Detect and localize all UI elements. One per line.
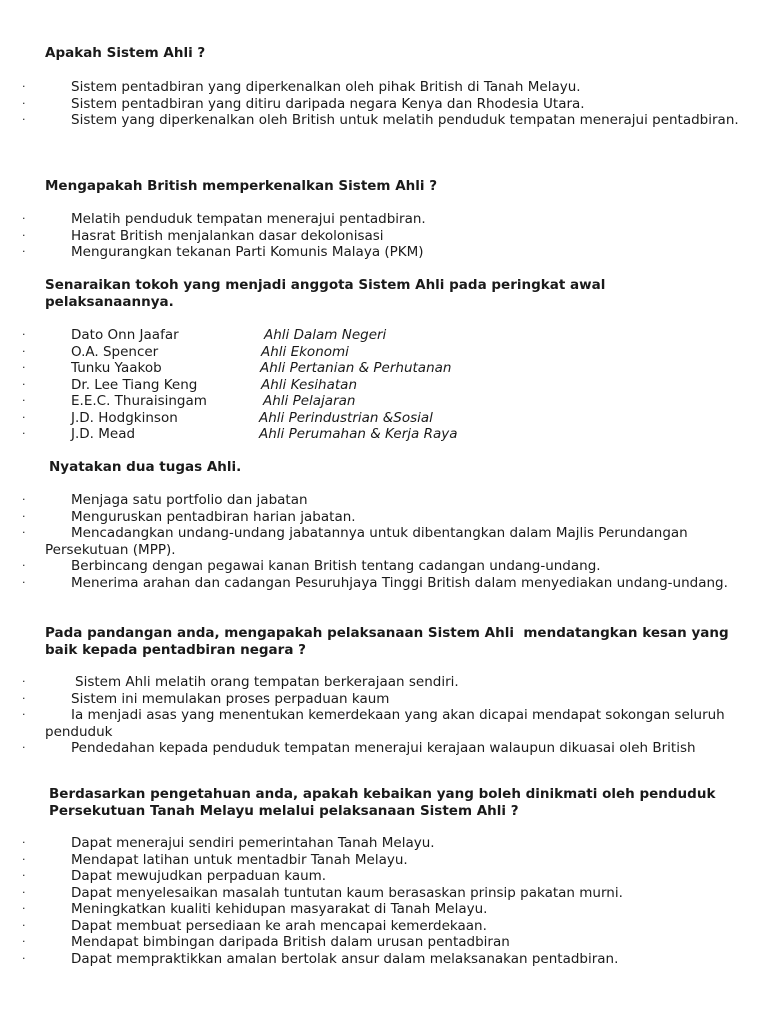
list-item (0, 558, 740, 575)
list-item-text: Sistem pentadbiran yang diperkenalkan oleh pihak British di Tanah Melayu. (71, 79, 581, 95)
list-item (0, 211, 740, 228)
list-item (0, 575, 740, 592)
list-item-text: Berbincang dengan pegawai kanan British tentang cadangan undang-undang. (71, 558, 601, 574)
member-role: Ahli Perindustrian &Sosial (259, 409, 433, 426)
member-name: J.D. Hodgkinson (71, 409, 178, 426)
list-item-text: Sistem Ahli melatih orang tempatan berkerajaan sendiri. (75, 674, 459, 690)
bullet-icon: · (22, 526, 26, 539)
list-item (0, 885, 740, 902)
bullet-icon: · (22, 212, 26, 225)
list-item (0, 674, 740, 691)
bullet-icon: · (22, 493, 26, 506)
bullet-icon: · (22, 113, 26, 126)
bullet-icon: · (22, 344, 26, 358)
list-item-text: Dapat mewujudkan perpaduan kaum. (71, 868, 327, 884)
list-item (0, 244, 740, 261)
bullet-icon: · (22, 228, 26, 242)
bullet-icon: · (22, 509, 26, 523)
list-item-text: Ia menjadi asas yang menentukan kemerdekaan yang akan dicapai mendapat sokongan seluruh penduduk (45, 707, 730, 740)
member-name: E.E.C. Thuraisingam (71, 393, 207, 409)
list-item-text: Sistem yang diperkenalkan oleh British untuk melatih penduduk tempatan menerajui pentadbiran. (71, 112, 739, 128)
member-role: Ahli Ekonomi (261, 343, 349, 360)
bullet-icon: · (22, 935, 26, 948)
list-item (0, 707, 740, 740)
section-heading-kebaikan: Berdasarkan pengetahuan anda, apakah kebaikan yang boleh dinikmati oleh penduduk Persekutuan Tanah Melayu melalui pelaksanaan Sistem Ahli ? (49, 786, 721, 819)
list-item-text: Dapat menyelesaikan masalah tuntutan kaum berasaskan prinsip pakatan murni. (71, 884, 623, 901)
section-heading-apakah-sistem-ahli: Apakah Sistem Ahli ? (45, 45, 206, 61)
section-heading-mengapakah-british: Mengapakah British memperkenalkan Sistem Ahli ? (45, 178, 438, 194)
list-item (0, 918, 740, 935)
list-item-text: Dapat menerajui sendiri pemerintahan Tanah Melayu. (71, 835, 435, 851)
list-item (0, 112, 740, 129)
list-item (0, 79, 740, 96)
bullet-icon: · (22, 361, 26, 374)
section-heading-tugas-ahli: Nyatakan dua tugas Ahli. (49, 459, 242, 475)
member-name: Dr. Lee Tiang Keng (71, 376, 198, 393)
list-item-text: Dapat membuat persediaan ke arah mencapai kemerdekaan. (71, 917, 487, 934)
bullet-icon: · (22, 675, 26, 688)
bullet-icon: · (22, 836, 26, 849)
list-item (0, 835, 740, 852)
bullet-icon: · (22, 80, 26, 93)
bullet-icon: · (22, 427, 26, 440)
list-item-text: Mendapat bimbingan daripada British dalam urusan pentadbiran (71, 934, 510, 950)
list-item-text: Sistem ini memulakan proses perpaduan kaum (71, 690, 390, 707)
list-item (0, 740, 740, 757)
section-heading-senaraikan-tokoh: Senaraikan tokoh yang menjadi anggota Sistem Ahli pada peringkat awal pelaksanaannya. (45, 277, 611, 310)
list-item (0, 934, 740, 951)
list-item-text: Mencadangkan undang-undang jabatannya untuk dibentangkan dalam Majlis Perundangan Persekutuan (MPP). (45, 525, 693, 558)
bullet-icon: · (22, 869, 26, 882)
list-item (0, 901, 740, 918)
member-role: Ahli Perumahan & Kerja Raya (259, 426, 458, 442)
bullet-icon: · (22, 918, 26, 932)
list-item-text: Pendedahan kepada penduduk tempatan menerajui kerajaan walaupun dikuasai oleh British (71, 740, 696, 756)
list-item-text: Dapat mempraktikkan amalan bertolak ansur dalam melaksanakan pentadbiran. (71, 950, 619, 967)
bullet-icon: · (22, 708, 26, 721)
list-item (0, 852, 740, 869)
list-item-text: Mengurangkan tekanan Parti Komunis Malaya (PKM) (71, 244, 424, 260)
member-role: Ahli Kesihatan (261, 376, 357, 393)
bullet-icon: · (22, 96, 26, 110)
list-item (0, 525, 740, 558)
list-item (0, 96, 740, 113)
list-item-text: Hasrat British menjalankan dasar dekolonisasi (71, 227, 384, 244)
member-name: J.D. Mead (71, 426, 136, 442)
member-role: Ahli Pertanian & Perhutanan (260, 360, 452, 376)
bullet-icon: · (22, 951, 26, 965)
bullet-icon: · (22, 741, 26, 754)
bullet-icon: · (22, 691, 26, 705)
bullet-icon: · (22, 328, 26, 341)
bullet-icon: · (22, 852, 26, 866)
list-item-text: Meningkatkan kualiti kehidupan masyarakat di Tanah Melayu. (71, 901, 488, 917)
member-role: Ahli Pelajaran (263, 393, 356, 409)
member-name: Tunku Yaakob (71, 360, 162, 376)
member-name: Dato Onn Jaafar (71, 327, 179, 343)
list-item-text: Melatih penduduk tempatan menerajui pentadbiran. (71, 211, 426, 227)
bullet-icon: · (22, 410, 26, 424)
list-item (0, 951, 740, 968)
list-item (0, 228, 740, 245)
list-item (0, 691, 740, 708)
list-item-text: Menjaga satu portfolio dan jabatan (71, 492, 308, 508)
list-item-text: Sistem pentadbiran yang ditiru daripada negara Kenya dan Rhodesia Utara. (71, 95, 585, 112)
bullet-icon: · (22, 902, 26, 915)
list-item (0, 492, 740, 509)
bullet-icon: · (22, 245, 26, 258)
list-item-text: Menerima arahan dan cadangan Pesuruhjaya Tinggi British dalam menyediakan undang-undang. (71, 574, 728, 591)
bullet-icon: · (22, 559, 26, 572)
member-role: Ahli Dalam Negeri (264, 327, 387, 343)
list-item (0, 868, 740, 885)
bullet-icon: · (22, 394, 26, 407)
list-item-text: Menguruskan pentadbiran harian jabatan. (71, 508, 356, 525)
bullet-icon: · (22, 885, 26, 899)
list-item-text: Mendapat latihan untuk mentadbir Tanah Melayu. (71, 851, 408, 868)
list-item (0, 509, 740, 526)
bullet-icon: · (22, 575, 26, 589)
section-heading-pandangan-anda: Pada pandangan anda, mengapakah pelaksanaan Sistem Ahli mendatangkan kesan yang baik kepada pentadbiran negara ? (45, 625, 734, 658)
member-name: O.A. Spencer (71, 343, 159, 360)
bullet-icon: · (22, 377, 26, 391)
